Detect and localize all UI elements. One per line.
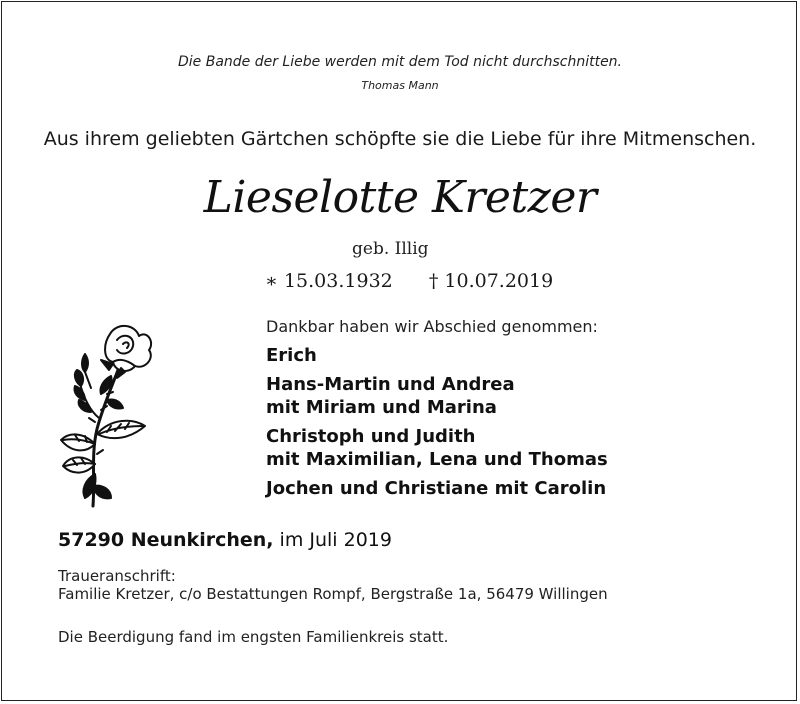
deceased-name: Lieselotte Kretzer xyxy=(203,172,597,223)
list-item xyxy=(266,373,608,419)
family-line: Erich xyxy=(266,345,317,366)
place-and-date xyxy=(58,529,392,551)
place-date: im Juli 2019 xyxy=(273,529,392,551)
quote-text: Die Bande der Liebe werden mit dem Tod nicht durchschnitten. xyxy=(177,54,623,70)
quote-author: Thomas Mann xyxy=(361,79,439,92)
list-item xyxy=(266,344,608,367)
intro-text: Aus ihrem geliebten Gärtchen schöpfte sie die Liebe für ihre Mitmenschen. xyxy=(43,128,757,150)
family-line: Jochen und Christiane mit Carolin xyxy=(266,478,607,499)
life-dates xyxy=(265,270,553,292)
funeral-note: Die Beerdigung fand im engsten Familienkreis statt. xyxy=(58,628,449,646)
list-item xyxy=(266,477,608,500)
family-line: Hans-Martin und Andrea xyxy=(266,374,515,395)
family-line: mit Maximilian, Lena und Thomas xyxy=(266,449,608,470)
birth-name: geb. Illig xyxy=(352,239,429,259)
mourners-list xyxy=(266,344,608,506)
place-city: 57290 Neunkirchen, xyxy=(58,529,274,551)
family-line: Christoph und Judith xyxy=(266,426,476,447)
family-line: mit Miriam und Marina xyxy=(266,397,497,418)
address-text: Familie Kretzer, c/o Bestattungen Rompf, Bergstraße 1a, 56479 Willingen xyxy=(58,585,608,603)
rose-illustration-icon xyxy=(55,314,175,514)
address-label: Traueranschrift: xyxy=(58,567,176,585)
list-item xyxy=(266,425,608,471)
death-date: 10.07.2019 xyxy=(444,270,554,292)
mourners-heading: Dankbar haben wir Abschied genommen: xyxy=(266,317,598,336)
death-cross-icon: † xyxy=(428,270,439,292)
birth-date: 15.03.1932 xyxy=(283,270,393,292)
birth-star-icon: ∗ xyxy=(265,270,278,292)
